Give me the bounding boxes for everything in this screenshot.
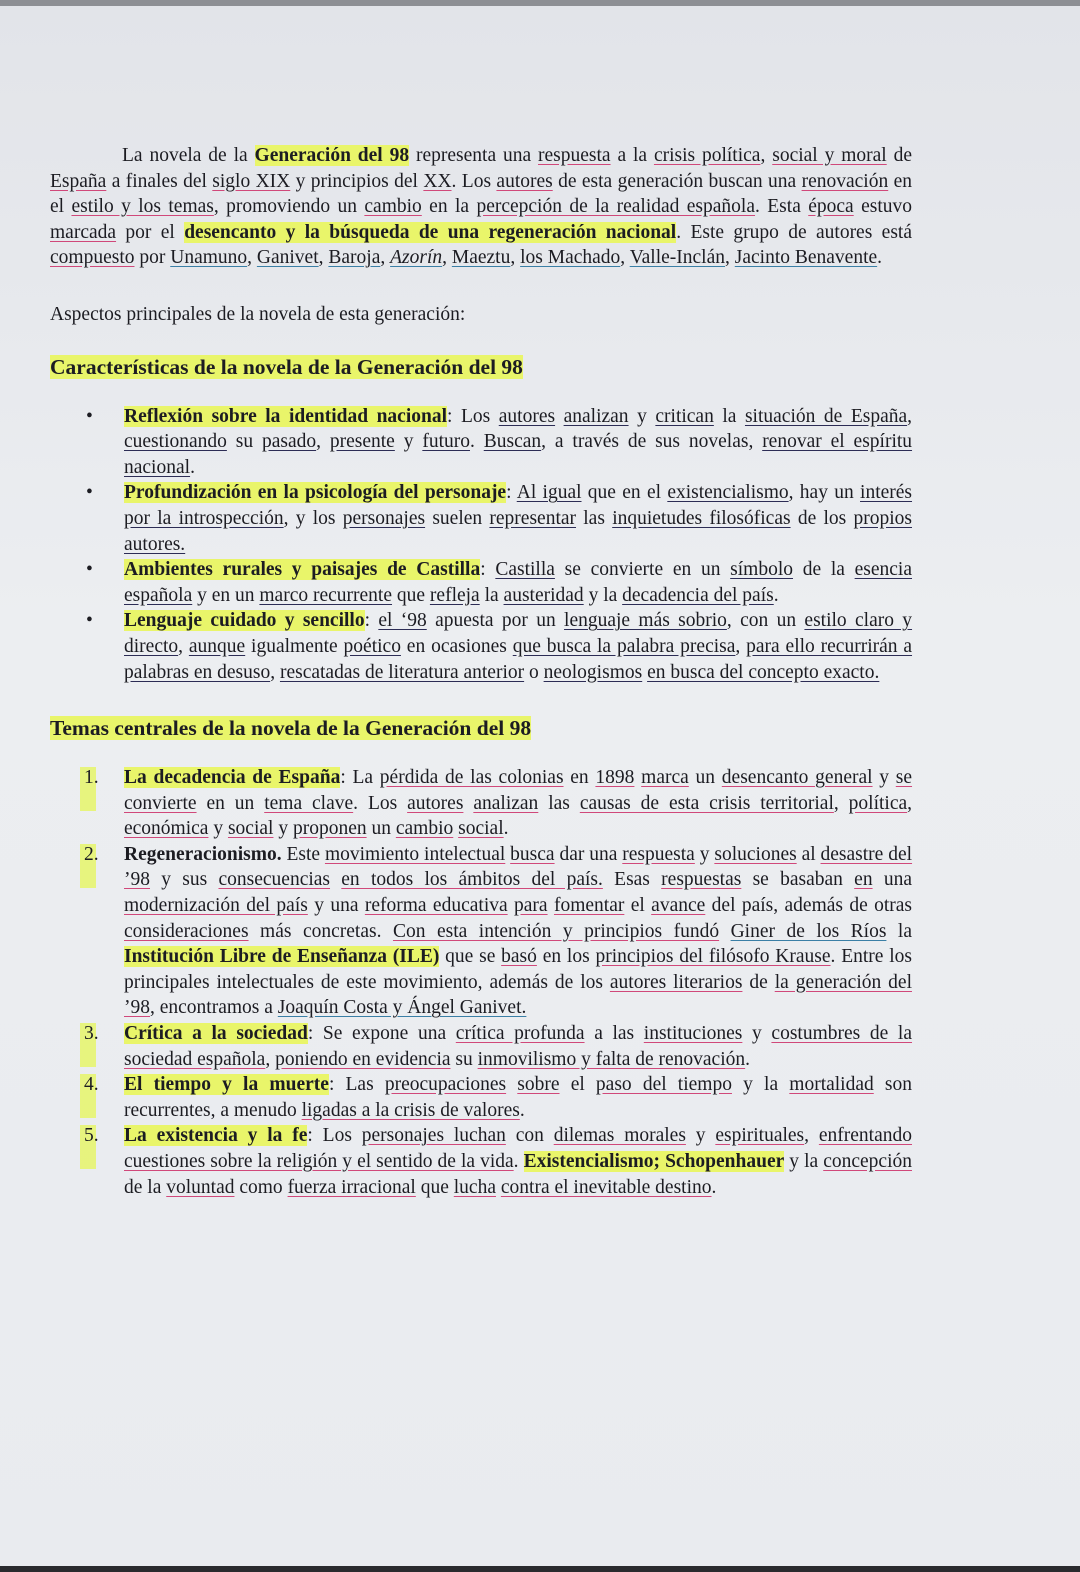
text-segment: : <box>506 482 517 504</box>
text-segment: busca <box>510 843 555 865</box>
text-segment: refleja <box>429 584 480 606</box>
text-segment: . <box>519 1099 525 1121</box>
text-segment: símbolo <box>730 559 794 581</box>
text-segment: en la <box>421 196 477 218</box>
text-segment: crítica profunda <box>455 1023 585 1045</box>
text-segment: un <box>688 767 722 789</box>
text-segment: autores <box>498 405 556 427</box>
text-segment: cuestiones sobre la religión y el sentido de la vida <box>124 1151 514 1172</box>
text-segment: , <box>270 661 280 683</box>
text-segment: , <box>178 635 189 657</box>
text-segment: y <box>685 1125 716 1147</box>
text-segment: existencialismo <box>667 482 789 504</box>
text-segment: se convierte <box>124 767 913 814</box>
text-segment: austeridad <box>503 584 584 606</box>
text-segment: respuesta <box>538 145 611 166</box>
text-segment: dar una <box>554 843 623 865</box>
text-segment: a las <box>584 1023 644 1045</box>
text-segment: Maeztu <box>451 247 511 269</box>
text-segment: representar <box>489 507 577 529</box>
text-segment: . <box>190 456 195 478</box>
text-segment: : La <box>340 767 380 789</box>
text-segment: rescatadas de literatura anterior <box>279 661 525 683</box>
text-segment: y sus <box>150 869 219 891</box>
text-segment: paso del tiempo <box>595 1074 732 1096</box>
text-segment: dilemas morales <box>553 1125 686 1147</box>
text-segment: personajes luchan <box>361 1125 506 1147</box>
characteristic-item <box>50 404 912 481</box>
text-segment: consideraciones <box>124 920 249 942</box>
text-segment: fuerza irracional <box>287 1176 416 1198</box>
text-segment: presente <box>329 431 395 453</box>
number-label: 1. <box>84 767 99 789</box>
text-segment: su <box>450 1048 478 1070</box>
text-segment: en todos los ámbitos del país. <box>341 869 603 891</box>
text-segment: social <box>458 818 504 840</box>
text-segment: de <box>886 145 913 166</box>
text-segment: : <box>364 610 379 632</box>
bold-text: La decadencia de España <box>124 767 341 789</box>
text-segment: , <box>442 247 452 269</box>
text-segment <box>330 869 341 890</box>
text-segment: respuesta <box>622 843 695 865</box>
text-segment: su <box>226 431 262 453</box>
text-segment: Jacinto Benavente <box>734 247 878 269</box>
intro-paragraph <box>50 143 912 271</box>
text-segment: crisis política <box>653 145 761 166</box>
text-segment: por el <box>116 221 185 243</box>
text-segment: . <box>469 431 484 453</box>
top-edge <box>0 0 1080 6</box>
bold-text: Reflexión sobre la identidad nacional <box>124 405 448 427</box>
text-segment: el <box>624 895 652 917</box>
text-segment: instituciones <box>643 1023 743 1045</box>
text-segment: como <box>234 1176 288 1198</box>
text-segment: , a través de sus novelas, <box>541 431 763 453</box>
text-segment: : Se expone una <box>307 1023 456 1045</box>
text-segment: para ello recurrirán a palabras en desuso <box>124 635 913 683</box>
text-segment: Ganivet <box>256 247 319 269</box>
text-segment: para <box>514 895 548 917</box>
text-segment: proponen <box>292 818 367 840</box>
bold-text: Regeneracionismo. <box>124 843 282 865</box>
text-segment: , <box>760 145 773 166</box>
text-segment: renovación <box>801 170 889 192</box>
text-segment: cambio <box>395 818 454 840</box>
text-segment: voluntad <box>166 1176 235 1198</box>
bullet-icon: • <box>86 482 93 504</box>
text-segment: compuesto <box>50 247 135 269</box>
aspects-line: Aspectos principales de la novela de esta generación: <box>50 303 466 325</box>
text-segment: de <box>742 971 775 993</box>
text-segment: estilo y los temas <box>71 196 214 218</box>
bold-text: Existencialismo; Schopenhauer <box>523 1151 785 1172</box>
text-segment: marca <box>641 767 689 789</box>
text-segment: : Los <box>307 1125 362 1147</box>
text-segment: por <box>134 247 171 269</box>
text-segment: y <box>394 431 423 453</box>
text-segment: o <box>524 661 544 683</box>
text-segment: , <box>907 405 913 427</box>
text-segment: , promoviendo un <box>213 196 365 218</box>
text-segment: que en el <box>581 482 668 504</box>
text-segment: , <box>318 247 329 269</box>
text-segment: y una <box>307 895 365 917</box>
text-segment: situación de España <box>744 405 908 427</box>
number-label: 2. <box>84 843 99 865</box>
text-segment: . <box>745 1048 750 1070</box>
item-number <box>84 1072 99 1098</box>
bold-text: Ambientes rurales y paisajes de Castilla <box>124 559 481 581</box>
theme-item <box>50 1021 912 1072</box>
characteristics-section <box>50 354 912 686</box>
number-label: 3. <box>84 1023 99 1045</box>
number-label: 4. <box>84 1074 99 1096</box>
text-segment: basó <box>501 946 537 968</box>
text-segment: en un <box>196 792 265 814</box>
text-segment: inquietudes filosóficas <box>612 507 791 529</box>
text-segment: : Los <box>447 405 499 427</box>
text-segment: autores literarios <box>609 971 743 993</box>
bottom-edge <box>0 1566 1080 1572</box>
text-segment: . <box>711 1176 717 1198</box>
text-segment: se basaban <box>741 869 855 891</box>
text-segment: que <box>392 584 430 606</box>
text-segment: avance <box>651 895 706 917</box>
text-segment: mortalidad <box>789 1074 874 1096</box>
text-segment: en busca del concepto exacto. <box>647 661 880 683</box>
text-segment: Al igual <box>516 482 582 504</box>
text-segment: interés por la introspección <box>124 482 913 529</box>
text-segment: analizan <box>473 792 539 814</box>
text-segment: apuesta por un <box>426 610 565 632</box>
text-segment: cuestionando <box>124 431 227 453</box>
bold-text: Crítica a la sociedad <box>124 1023 308 1045</box>
number-label: 5. <box>84 1125 99 1147</box>
text-segment: preocupaciones <box>384 1074 507 1096</box>
text-segment: y <box>694 843 715 865</box>
text-segment: poético <box>343 635 401 657</box>
text-segment: . Entre los principales intelectuales de este movimiento, además de los <box>124 946 912 993</box>
text-segment: . Esta <box>755 196 809 218</box>
text-segment: Valle-Inclán <box>629 247 725 269</box>
text-segment: . <box>503 818 509 840</box>
text-segment: igualmente <box>245 635 344 657</box>
bold-text: El tiempo y la muerte <box>124 1074 329 1096</box>
text-segment: se convierte en un <box>554 559 731 581</box>
document-body <box>50 143 912 1200</box>
text-segment: personajes <box>342 507 426 529</box>
text-segment: sobre <box>517 1074 560 1096</box>
text-segment: la <box>713 405 745 427</box>
text-segment: propios autores. <box>124 507 912 555</box>
text-segment: 1898 <box>595 767 635 789</box>
text-segment: la <box>886 920 912 942</box>
text-segment: , <box>833 792 849 814</box>
text-segment: Con esta intención y principios fundó <box>392 920 720 942</box>
text-segment: esencia española <box>124 559 913 606</box>
text-segment: social y moral <box>772 145 887 166</box>
bold-text: Generación del 98 <box>254 145 410 166</box>
text-segment: desastre del ’98 <box>124 843 913 891</box>
text-segment: Baroja <box>328 247 381 269</box>
text-segment: a la <box>610 145 654 166</box>
text-segment: concepción <box>823 1151 912 1172</box>
text-segment: Buscan <box>483 431 542 453</box>
text-segment: y la <box>784 1151 824 1172</box>
text-segment: las <box>538 792 580 814</box>
text-segment: estuvo <box>853 196 912 218</box>
bold-text: desencanto y la búsqueda de una regeneración nacional <box>184 221 677 243</box>
text-segment: XX <box>423 170 452 192</box>
text-segment: , con un <box>726 610 805 632</box>
text-segment: política <box>848 792 908 814</box>
bullet-icon: • <box>86 610 93 632</box>
bullet-icon: • <box>86 559 93 581</box>
text-segment: respuestas <box>661 869 742 891</box>
text-segment: movimiento intelectual <box>324 843 506 865</box>
text-segment: reforma educativa <box>364 895 508 917</box>
text-segment: , <box>316 431 330 453</box>
text-segment: del país, además de otras <box>705 895 913 917</box>
themes-list <box>50 765 912 1200</box>
text-segment: los Machado <box>520 247 621 269</box>
characteristics-list <box>50 404 912 686</box>
text-segment: Giner de los Ríos <box>730 920 887 942</box>
text-segment: son recurrentes, a menudo <box>124 1074 913 1121</box>
text-segment: ligadas a la crisis de valores <box>301 1099 520 1121</box>
text-segment: , <box>247 247 257 269</box>
text-segment: , <box>620 247 630 269</box>
text-segment: futuro <box>422 431 470 453</box>
text-segment: y en un <box>192 584 260 606</box>
bold-text: Profundización en la psicología del personaje <box>124 482 507 504</box>
text-segment: aunque <box>188 635 246 657</box>
text-segment: de la <box>793 559 855 581</box>
text-segment: , encontramos a <box>150 997 278 1019</box>
characteristic-item <box>50 608 912 685</box>
text-segment: . Los <box>353 792 408 814</box>
text-segment: representa una <box>409 145 539 166</box>
text-segment: : <box>480 559 496 581</box>
text-segment: con <box>505 1125 554 1147</box>
text-segment: . Este grupo de autores está <box>676 221 912 243</box>
theme-item <box>50 842 912 1021</box>
text-segment: a finales del <box>106 170 213 192</box>
text-segment: tema clave <box>264 792 354 814</box>
text-segment: en <box>854 869 873 891</box>
text-segment: Azorín <box>390 247 443 269</box>
text-segment: de los <box>790 507 854 529</box>
text-segment: pérdida de las colonias <box>379 767 564 789</box>
text-segment: . <box>773 584 779 606</box>
text-segment: lenguaje más sobrio <box>564 610 727 632</box>
text-segment: decadencia del país <box>622 584 774 606</box>
text-segment: la generación del ’98 <box>124 971 912 1019</box>
text-segment: una <box>872 869 912 891</box>
themes-section <box>50 715 912 1200</box>
text-segment: poniendo en evidencia <box>275 1048 451 1070</box>
theme-item <box>50 765 912 842</box>
text-segment: Este <box>281 843 325 865</box>
text-segment: y <box>208 818 228 840</box>
text-segment <box>555 406 564 427</box>
item-number <box>84 842 99 868</box>
text-segment: económica <box>124 818 209 840</box>
themes-heading: Temas centrales de la novela de la Generación del 98 <box>50 716 532 741</box>
text-segment: y <box>742 1023 772 1045</box>
item-number <box>84 765 99 791</box>
text-segment: , <box>725 247 735 269</box>
text-segment: , <box>907 792 913 814</box>
text-segment: España <box>50 170 107 192</box>
text-segment: y <box>628 405 656 427</box>
text-segment: pasado <box>261 431 317 453</box>
text-segment: y principios del <box>290 170 424 192</box>
text-segment <box>506 1074 517 1095</box>
text-segment: causas de esta crisis territorial <box>579 792 834 814</box>
text-segment: autores <box>407 792 464 814</box>
text-segment: inmovilismo y falta de renovación <box>477 1048 746 1070</box>
text-segment: . <box>877 247 883 269</box>
text-segment: principios del filósofo Krause <box>595 946 831 968</box>
text-segment: estilo claro y directo <box>124 610 913 657</box>
text-segment: marcada <box>50 221 117 243</box>
text-segment: modernización del país <box>124 895 308 917</box>
text-segment: y la <box>731 1074 790 1096</box>
text-segment: soluciones <box>714 843 797 865</box>
text-segment: un <box>366 818 396 840</box>
text-segment: desencanto general <box>721 767 873 789</box>
text-segment: el <box>559 1074 596 1096</box>
text-segment: contra el inevitable destino <box>500 1176 712 1198</box>
text-segment: , <box>735 635 747 657</box>
text-segment: critican <box>655 405 714 427</box>
text-segment: : Las <box>328 1074 385 1096</box>
item-number <box>84 1021 99 1047</box>
text-segment: en los <box>536 946 596 968</box>
text-segment: y <box>273 818 293 840</box>
text-segment: y la <box>583 584 623 606</box>
text-segment: La novela de la <box>122 145 255 166</box>
bold-text: La existencia y la fe <box>124 1125 308 1147</box>
text-segment: . <box>513 1151 524 1172</box>
text-segment: de la <box>124 1176 167 1198</box>
text-segment: Unamuno <box>170 247 248 269</box>
characteristic-item <box>50 557 912 608</box>
text-segment: que se <box>439 946 502 968</box>
text-segment: siglo XIX <box>212 170 291 192</box>
bullet-icon: • <box>86 405 93 427</box>
theme-item <box>50 1072 912 1123</box>
text-segment: Esas <box>602 869 662 891</box>
text-segment: fomentar <box>553 895 625 917</box>
text-segment: que busca la palabra precisa <box>512 635 736 657</box>
text-segment: autores <box>496 170 553 192</box>
text-segment <box>719 921 731 942</box>
text-segment: espirituales <box>715 1125 805 1147</box>
text-segment: las <box>576 507 613 529</box>
bold-text: Institución Libre de Enseñanza (ILE) <box>124 946 440 968</box>
text-segment: más concretas. <box>248 920 393 942</box>
text-segment: en ocasiones <box>400 635 513 657</box>
text-segment: , <box>510 247 521 269</box>
text-segment: que <box>415 1176 454 1198</box>
text-segment: , <box>265 1048 276 1070</box>
text-segment: la <box>479 584 504 606</box>
text-segment: el ‘98 <box>378 610 427 632</box>
text-segment: consecuencias <box>218 869 331 891</box>
text-segment: , <box>804 1125 819 1147</box>
characteristics-heading: Características de la novela de la Generación del 98 <box>50 354 523 379</box>
bold-text: Lenguaje cuidado y sencillo <box>124 610 365 632</box>
text-segment: , y los <box>283 507 343 529</box>
text-segment: neologismos <box>543 661 643 683</box>
text-segment: cambio <box>364 196 422 218</box>
text-segment: marco recurrente <box>259 584 393 606</box>
item-number <box>84 1123 99 1149</box>
text-segment: Joaquín Costa y Ángel Ganivet. <box>277 997 527 1019</box>
text-segment: en <box>563 767 596 789</box>
text-segment: y <box>872 767 896 789</box>
text-segment: enfrentando <box>818 1125 912 1147</box>
text-segment: lucha <box>453 1176 496 1198</box>
text-segment <box>463 793 473 814</box>
text-segment: percepción de la realidad española <box>476 196 756 218</box>
text-segment: social <box>227 818 274 840</box>
text-segment: analizan <box>563 405 629 427</box>
characteristic-item <box>50 480 912 557</box>
text-segment: suelen <box>425 507 490 529</box>
text-segment: costumbres de la sociedad española <box>124 1023 913 1070</box>
text-segment: Castilla <box>495 559 555 581</box>
text-segment: , hay un <box>788 482 861 504</box>
text-segment: al <box>796 843 821 865</box>
text-segment: de esta generación buscan una <box>552 170 802 192</box>
text-segment: en el <box>50 170 913 218</box>
text-segment: . Los <box>451 170 497 192</box>
text-segment: época <box>808 196 854 218</box>
text-segment: , <box>380 247 391 269</box>
text-segment: renovar el espíritu nacional <box>124 431 913 478</box>
theme-item <box>50 1123 912 1200</box>
